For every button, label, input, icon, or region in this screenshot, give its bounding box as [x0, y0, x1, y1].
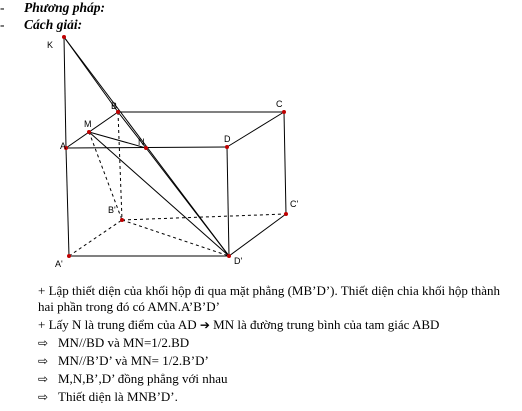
hidden-edge-B1-D1	[122, 220, 229, 256]
point-C1	[284, 212, 288, 216]
implication-text: MN//B’D’ và MN= 1/2.B’D’	[58, 353, 209, 368]
edge-C-C1	[284, 112, 286, 214]
implication-row	[38, 335, 189, 351]
hidden-edge-B1-C1	[122, 214, 286, 220]
point-D	[225, 145, 229, 149]
label-D1: D'	[234, 256, 243, 266]
label-C1: C'	[290, 199, 299, 209]
implication-text: MN//BD và MN=1/2.BD	[58, 335, 190, 350]
point-N	[144, 146, 148, 150]
implies-icon: ⇨	[38, 390, 49, 404]
hidden-edge-A1-B1	[69, 220, 122, 256]
edge-D-D1	[227, 147, 229, 256]
point-K	[62, 35, 66, 39]
step-2-prefix: + Lấy N là trung điểm của AD	[38, 317, 197, 332]
point-C	[282, 110, 286, 114]
implies-icon: ⇨	[38, 336, 49, 350]
implies-icon: ⇨	[38, 354, 49, 368]
point-M	[87, 130, 91, 134]
implication-row	[38, 371, 227, 387]
label-C: C	[276, 99, 283, 109]
point-D1	[227, 254, 231, 258]
line-K-A	[64, 37, 66, 148]
edge-D1-C1	[229, 214, 286, 256]
edge-C-D	[227, 112, 284, 147]
label-B: B	[111, 101, 118, 111]
line-N-D1	[146, 148, 229, 256]
implies-arrow-icon: ➔	[199, 318, 210, 332]
step-2-suffix: MN là đường trung bình của tam giác ABD	[209, 317, 440, 332]
hidden-line-M-B1	[89, 132, 122, 220]
method-label: Phương pháp:	[24, 0, 105, 15]
label-A1: A'	[55, 259, 63, 269]
implies-icon: ⇨	[38, 372, 49, 386]
hidden-edge-B-B1	[118, 112, 122, 220]
solution-label: Cách giải:	[24, 17, 83, 32]
implication-text: M,N,B’,D’ đồng phẳng với nhau	[58, 371, 228, 386]
label-N: N	[138, 137, 145, 147]
edge-A-A1	[66, 148, 69, 256]
point-A1	[67, 254, 71, 258]
implication-text: Thiết diện là MNB’D’.	[58, 389, 178, 404]
heading-dash: -	[0, 17, 5, 32]
label-K: K	[47, 40, 54, 50]
label-A: A	[60, 141, 67, 151]
heading-dash: -	[0, 0, 5, 15]
implication-row	[38, 353, 209, 369]
edge-A-B	[66, 112, 118, 148]
solution-step-1	[38, 283, 518, 315]
line-M-D1	[89, 132, 229, 256]
label-M: M	[84, 119, 92, 129]
solution-step-2	[38, 317, 518, 333]
implication-row	[38, 389, 178, 405]
label-B1: B'	[108, 205, 116, 215]
point-B1	[120, 218, 124, 222]
label-D: D	[224, 134, 231, 144]
step-1-text: + Lập thiết diện của khối hộp đi qua mặt phẳng (MB’D’). Thiết diện chia khối hộp thành hai phần trong đó có AMN.A’B’D’	[38, 283, 500, 314]
